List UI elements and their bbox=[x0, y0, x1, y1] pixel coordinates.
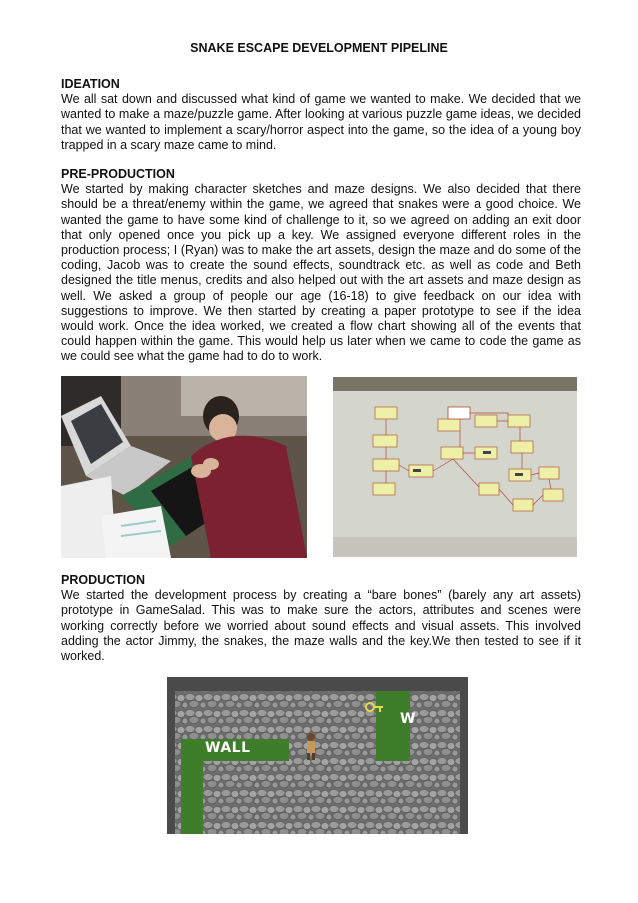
page-title: SNAKE ESCAPE DEVELOPMENT PIPELINE bbox=[190, 41, 448, 55]
photo-flow-chart bbox=[333, 377, 577, 557]
section-heading: PRODUCTION bbox=[61, 573, 146, 587]
section-production bbox=[61, 573, 581, 664]
section-pre-production bbox=[61, 167, 581, 365]
section-ideation bbox=[61, 77, 581, 153]
photo-team-sketching bbox=[61, 376, 307, 558]
wall-label: WALL bbox=[205, 740, 251, 756]
section-heading: PRE-PRODUCTION bbox=[61, 167, 175, 181]
game-prototype-screenshot bbox=[167, 677, 468, 834]
section-heading: IDEATION bbox=[61, 77, 120, 91]
section-body: We started the development process by creating a “bare bones” (barely any art assets) prototype in GameSalad. This was to make sure the actors, attributes and scenes were working correctly before we worried about sound effects and visual assets. This involved adding the actor Jimmy, the snakes, the maze walls and the key.We then tested to see if it worked. bbox=[61, 588, 581, 664]
section-body: We all sat down and discussed what kind of game we wanted to make. We decided that we wanted to make a maze/puzzle game. After looking at various puzzle game ideas, we decided that we wanted to implement a scary/horror aspect into the game, so the idea of a young boy trapped in a scary maze came to mind. bbox=[61, 92, 581, 152]
section-body: We started by making character sketches and maze designs. We also decided that there should be a threat/enemy within the game, we agreed that snakes were a good choice. We wanted the game to have some kind of challenge to it, so we agreed on adding an exit door that only opened once you pick up a key. We assigned everyone different roles in the production process; I (Ryan) was to make the art assets, design the maze and do some of the coding, Jacob was to create the sound effects, soundtrack etc. as well as code and Beth designed the title menus, credits and also helped out with the art assets and maze design as well. We asked a group of people our age (16-18) to give feedback on our idea with suggestions to improve. We then started by creating a paper prototype to see if the idea would work. Once the idea worked, we created a flow chart showing all of the events that could happen within the game. This would help us later when we came to code the game as we could see what the game had to do to work. bbox=[61, 182, 581, 364]
wall-label-partial: W bbox=[400, 711, 416, 727]
